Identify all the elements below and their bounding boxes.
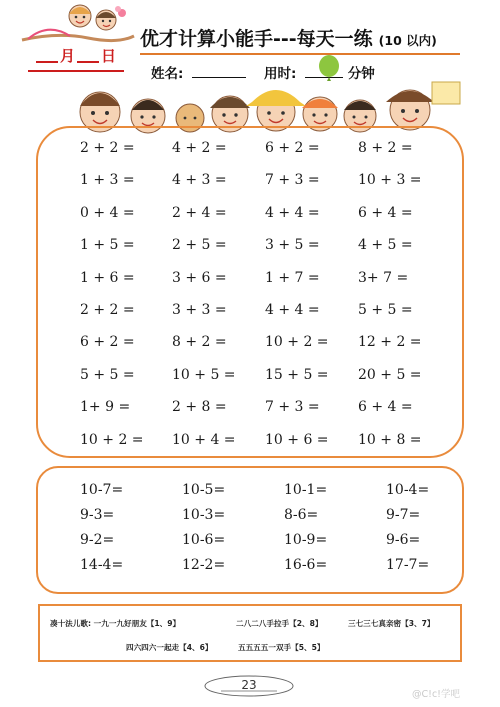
kids-on-branch-illustration (18, 2, 136, 48)
day-blank[interactable] (77, 48, 99, 63)
equation-cell: 10 + 5 = (172, 366, 236, 383)
equation-cell: 17-7= (386, 557, 430, 573)
time-label: 用时: (264, 66, 297, 82)
equation-cell: 3 + 3 = (172, 302, 227, 318)
equation-cell: 8 + 2 = (172, 334, 227, 351)
equation-cell: 8 + 2 = (358, 140, 413, 156)
month-label: 月 (59, 46, 75, 65)
equation-cell: 6 + 4 = (358, 204, 413, 221)
equation-cell: 1+ 9 = (80, 399, 131, 416)
rhyme-line-4-6: 四六四六一起走【4、6】 (126, 643, 213, 652)
equation-cell: 10 + 8 = (358, 431, 422, 448)
equation-cell: 5 + 5 = (80, 366, 135, 383)
addition-practice-box (36, 126, 464, 458)
rhyme-line-3-7: 三七三七真亲密【3、7】 (348, 619, 435, 628)
make-ten-rhyme-box (38, 604, 462, 662)
equation-cell: 2 + 2 = (80, 302, 135, 318)
equation-cell: 4 + 3 = (172, 172, 227, 189)
equation-cell: 7 + 3 = (265, 399, 320, 416)
equation-cell: 6 + 4 = (358, 399, 413, 416)
equation-cell: 10 + 6 = (265, 431, 329, 448)
equation-cell: 14-4= (80, 557, 124, 573)
equation-cell: 3+ 7 = (358, 269, 409, 286)
equation-cell: 1 + 7 = (265, 269, 320, 286)
equation-cell: 4 + 4 = (265, 302, 320, 318)
name-blank[interactable] (192, 64, 246, 78)
equation-cell: 2 + 2 = (80, 140, 135, 156)
equation-cell: 10 + 2 = (80, 431, 144, 448)
equation-cell: 0 + 4 = (80, 204, 135, 221)
equation-cell: 12 + 2 = (358, 334, 422, 351)
equation-cell: 20 + 5 = (358, 366, 422, 383)
rhyme-line-2-8: 二八二八手拉手【2、8】 (236, 619, 323, 628)
day-label: 日 (101, 46, 117, 65)
month-blank[interactable] (36, 48, 58, 63)
equation-cell: 10-1= (284, 482, 328, 498)
equation-cell: 9-6= (386, 532, 421, 548)
watermark: @C!c!学吧 (412, 689, 460, 700)
title-text: 优才计算小能手---每天一练 (140, 28, 373, 50)
equation-cell: 3 + 6 = (172, 269, 227, 286)
equation-cell: 10-9= (284, 532, 328, 548)
equation-cell: 10 + 2 = (265, 334, 329, 351)
equation-cell: 9-7= (386, 507, 421, 523)
equation-cell: 9-2= (80, 532, 115, 548)
minutes-label: 分钟 (347, 66, 375, 82)
month-day-field (30, 44, 122, 66)
equation-cell: 16-6= (284, 557, 328, 573)
page-number-badge (203, 674, 295, 698)
equation-cell: 10-5= (182, 482, 226, 498)
green-balloon-icon (316, 55, 342, 83)
equation-cell: 4 + 4 = (265, 204, 320, 221)
equation-cell: 10-3= (182, 507, 226, 523)
name-label: 姓名: (151, 66, 184, 82)
equation-cell: 3 + 5 = (265, 237, 320, 254)
equation-cell: 10 + 3 = (358, 172, 422, 189)
equation-cell: 1 + 5 = (80, 237, 135, 254)
equation-cell: 2 + 8 = (172, 399, 227, 416)
equation-cell: 7 + 3 = (265, 172, 320, 189)
equation-cell: 2 + 5 = (172, 237, 227, 254)
equation-cell: 2 + 4 = (172, 204, 227, 221)
equation-cell: 4 + 5 = (358, 237, 413, 254)
name-field (151, 62, 246, 82)
equation-cell: 10-6= (182, 532, 226, 548)
rhyme-line-5-5: 五五五五一双手【5、5】 (238, 643, 325, 652)
equation-cell: 5 + 5 = (358, 302, 413, 318)
subtraction-practice-box (36, 466, 464, 594)
equation-cell: 10 + 4 = (172, 431, 236, 448)
equation-cell: 4 + 2 = (172, 140, 227, 156)
equation-cell: 12-2= (182, 557, 226, 573)
equation-cell: 1 + 6 = (80, 269, 135, 286)
equation-cell: 6 + 2 = (265, 140, 320, 156)
title-divider (140, 53, 460, 55)
title-range: (10 以内) (378, 33, 437, 48)
equation-cell: 10-4= (386, 482, 430, 498)
equation-cell: 1 + 3 = (80, 172, 135, 189)
equation-cell: 8-6= (284, 507, 319, 523)
equation-cell: 9-3= (80, 507, 115, 523)
page-number: 23 (241, 678, 257, 692)
equation-cell: 6 + 2 = (80, 334, 135, 351)
equation-cell: 10-7= (80, 482, 124, 498)
rhyme-line-1-9: 凑十法儿歌: 一九一九好朋友【1、9】 (50, 619, 181, 628)
page-title (140, 24, 437, 51)
month-underline (28, 70, 124, 72)
equation-cell: 15 + 5 = (265, 366, 329, 383)
